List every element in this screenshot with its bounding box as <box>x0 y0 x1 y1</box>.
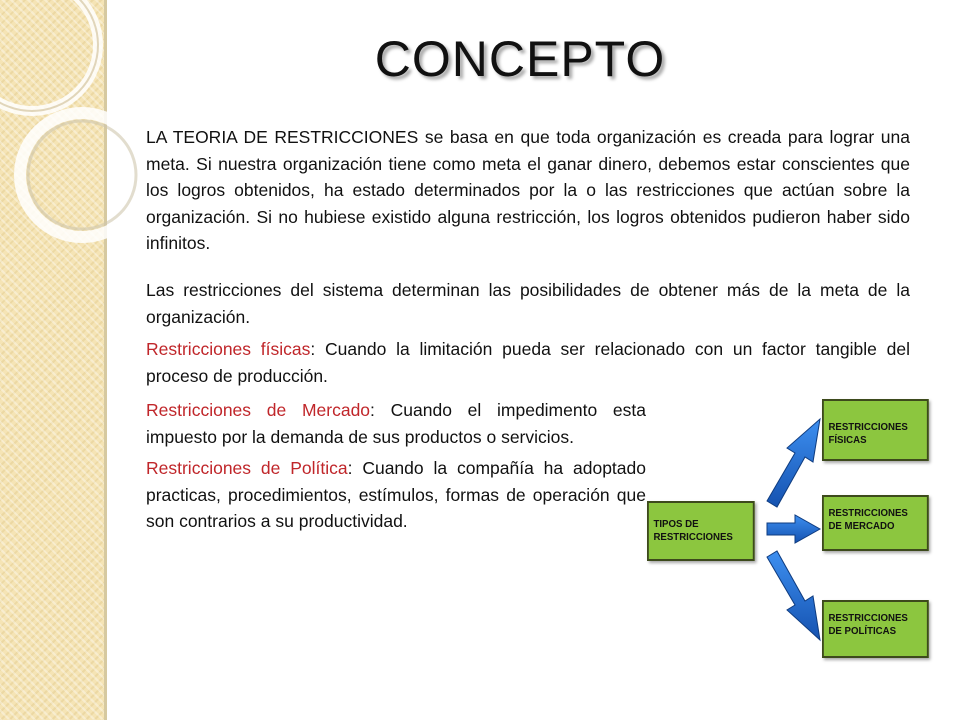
arrow-to-policy <box>767 551 820 640</box>
diagram-box-physical: RESTRICCIONES FÍSICAS <box>822 399 929 461</box>
constraint-types-diagram <box>645 395 945 665</box>
system-constraints-paragraph: Las restricciones del sistema determinan las posibilidades de obtener más de la meta de la organización. <box>146 280 910 327</box>
market-constraints-text: : Cuando el impedimento esta impuesto por la demanda de sus productos o servicios. <box>146 400 647 447</box>
physical-constraints-text: : Cuando la limitación pueda ser relacionado con un factor tangible del proceso de producción. <box>146 339 910 386</box>
market-constraints-paragraph <box>146 397 646 450</box>
arrow-to-market <box>767 515 820 543</box>
page-title: CONCEPTO <box>374 31 666 87</box>
physical-constraints-paragraph <box>146 336 910 389</box>
arrow-to-physical <box>767 419 820 507</box>
diagram-source-box: TIPOS DE RESTRICCIONES <box>647 501 755 561</box>
intro-paragraph: LA TEORIA DE RESTRICCIONES se basa en que toda organización es creada para lograr una meta. Si nuestra organización tiene como meta el ganar dinero, debemos estar conscientes que los logros obtenidos, ha estado determinados por la o las restricciones que actúan sobre la organización. Si no hubiese existido alguna restricción, los logros obtenidos pudieron haber sido infinitos. <box>146 127 910 253</box>
policy-constraints-paragraph <box>146 455 646 535</box>
policy-constraints-text: : Cuando la compañía ha adoptado practicas, procedimientos, estímulos, formas de operación que son contrarios a su productividad. <box>146 458 646 531</box>
physical-constraints-term: Restricciones físicas <box>146 339 311 359</box>
market-constraints-term: Restricciones de Mercado <box>146 400 371 420</box>
diagram-box-policy: RESTRICCIONES DE POLÍTICAS <box>822 600 929 658</box>
diagram-box-market: RESTRICCIONES DE MERCADO <box>822 495 929 551</box>
policy-constraints-term: Restricciones de Política <box>146 458 348 478</box>
